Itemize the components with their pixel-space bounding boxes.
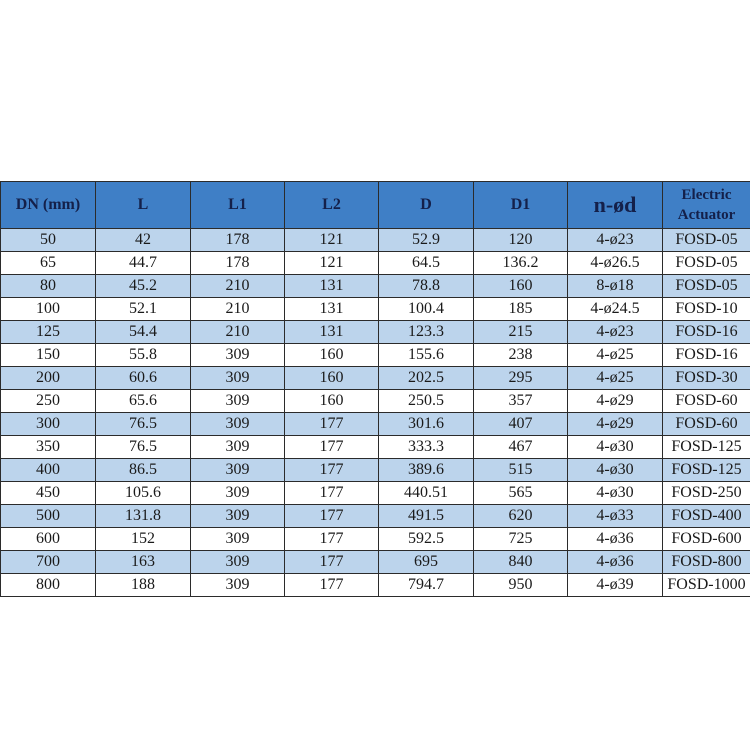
- cell-n-od: 4-ø33: [568, 505, 663, 528]
- cell-l: 45.2: [96, 275, 191, 298]
- cell-d: 123.3: [379, 321, 474, 344]
- table-row: [1, 551, 750, 574]
- cell-l1: 309: [191, 390, 285, 413]
- cell-l2: 177: [285, 413, 379, 436]
- cell-dn: 80: [1, 275, 96, 298]
- cell-l: 42: [96, 229, 191, 252]
- cell-actuator: FOSD-800: [663, 551, 750, 574]
- cell-n-od: 4-ø39: [568, 574, 663, 597]
- dimension-table-container: [0, 181, 750, 597]
- cell-actuator: FOSD-05: [663, 229, 750, 252]
- cell-d1: 467: [474, 436, 568, 459]
- cell-d1: 185: [474, 298, 568, 321]
- header-actuator-line2: Actuator: [677, 207, 736, 223]
- cell-d1: 238: [474, 344, 568, 367]
- cell-l1: 309: [191, 528, 285, 551]
- cell-d: 389.6: [379, 459, 474, 482]
- cell-actuator: FOSD-400: [663, 505, 750, 528]
- cell-d1: 840: [474, 551, 568, 574]
- cell-dn: 600: [1, 528, 96, 551]
- cell-l: 52.1: [96, 298, 191, 321]
- cell-d: 695: [379, 551, 474, 574]
- cell-actuator: FOSD-250: [663, 482, 750, 505]
- cell-d: 592.5: [379, 528, 474, 551]
- header-row: [1, 182, 750, 229]
- cell-d1: 160: [474, 275, 568, 298]
- header-d1: D1: [474, 182, 568, 229]
- cell-d1: 725: [474, 528, 568, 551]
- cell-l2: 160: [285, 390, 379, 413]
- cell-n-od: 4-ø36: [568, 551, 663, 574]
- cell-actuator: FOSD-16: [663, 321, 750, 344]
- cell-l1: 309: [191, 505, 285, 528]
- cell-n-od: 4-ø23: [568, 229, 663, 252]
- cell-n-od: 4-ø30: [568, 459, 663, 482]
- cell-l: 55.8: [96, 344, 191, 367]
- table-row: [1, 574, 750, 597]
- cell-actuator: FOSD-60: [663, 390, 750, 413]
- header-l1: L1: [191, 182, 285, 229]
- cell-dn: 150: [1, 344, 96, 367]
- cell-d1: 136.2: [474, 252, 568, 275]
- cell-actuator: FOSD-125: [663, 459, 750, 482]
- cell-l2: 177: [285, 574, 379, 597]
- cell-l1: 210: [191, 275, 285, 298]
- cell-l2: 177: [285, 459, 379, 482]
- cell-actuator: FOSD-125: [663, 436, 750, 459]
- cell-l1: 178: [191, 229, 285, 252]
- cell-l1: 210: [191, 321, 285, 344]
- cell-d: 155.6: [379, 344, 474, 367]
- cell-actuator: FOSD-05: [663, 252, 750, 275]
- cell-dn: 50: [1, 229, 96, 252]
- cell-d: 64.5: [379, 252, 474, 275]
- cell-l1: 309: [191, 367, 285, 390]
- cell-l1: 309: [191, 574, 285, 597]
- cell-dn: 500: [1, 505, 96, 528]
- cell-dn: 125: [1, 321, 96, 344]
- cell-l2: 160: [285, 367, 379, 390]
- cell-l1: 309: [191, 413, 285, 436]
- cell-d1: 120: [474, 229, 568, 252]
- table-row: [1, 367, 750, 390]
- cell-l1: 309: [191, 551, 285, 574]
- cell-dn: 200: [1, 367, 96, 390]
- cell-l1: 309: [191, 344, 285, 367]
- cell-n-od: 4-ø30: [568, 436, 663, 459]
- header-n-od: n-ød: [568, 182, 663, 229]
- cell-l1: 309: [191, 459, 285, 482]
- table-row: [1, 298, 750, 321]
- cell-actuator: FOSD-10: [663, 298, 750, 321]
- header-l: L: [96, 182, 191, 229]
- cell-l: 188: [96, 574, 191, 597]
- cell-n-od: 4-ø36: [568, 528, 663, 551]
- cell-d: 202.5: [379, 367, 474, 390]
- cell-l2: 160: [285, 344, 379, 367]
- cell-l: 105.6: [96, 482, 191, 505]
- cell-dn: 800: [1, 574, 96, 597]
- table-row: [1, 413, 750, 436]
- cell-n-od: 4-ø26.5: [568, 252, 663, 275]
- cell-l2: 131: [285, 275, 379, 298]
- cell-n-od: 4-ø25: [568, 367, 663, 390]
- cell-dn: 400: [1, 459, 96, 482]
- cell-l: 86.5: [96, 459, 191, 482]
- cell-actuator: FOSD-16: [663, 344, 750, 367]
- cell-n-od: 4-ø30: [568, 482, 663, 505]
- cell-dn: 65: [1, 252, 96, 275]
- cell-d1: 620: [474, 505, 568, 528]
- cell-l2: 177: [285, 482, 379, 505]
- table-row: [1, 505, 750, 528]
- cell-dn: 100: [1, 298, 96, 321]
- cell-d: 440.51: [379, 482, 474, 505]
- cell-l: 76.5: [96, 413, 191, 436]
- table-row: [1, 321, 750, 344]
- cell-dn: 250: [1, 390, 96, 413]
- cell-actuator: FOSD-30: [663, 367, 750, 390]
- cell-l2: 121: [285, 252, 379, 275]
- table-row: [1, 229, 750, 252]
- cell-l: 163: [96, 551, 191, 574]
- cell-d1: 357: [474, 390, 568, 413]
- cell-l2: 177: [285, 505, 379, 528]
- cell-dn: 450: [1, 482, 96, 505]
- cell-l: 54.4: [96, 321, 191, 344]
- cell-l: 131.8: [96, 505, 191, 528]
- cell-l2: 177: [285, 436, 379, 459]
- cell-actuator: FOSD-05: [663, 275, 750, 298]
- cell-n-od: 8-ø18: [568, 275, 663, 298]
- valve-dimension-table: [0, 181, 750, 597]
- cell-d1: 215: [474, 321, 568, 344]
- table-row: [1, 482, 750, 505]
- cell-actuator: FOSD-600: [663, 528, 750, 551]
- cell-n-od: 4-ø29: [568, 390, 663, 413]
- cell-l: 60.6: [96, 367, 191, 390]
- cell-l: 44.7: [96, 252, 191, 275]
- cell-actuator: FOSD-60: [663, 413, 750, 436]
- cell-l2: 131: [285, 321, 379, 344]
- cell-l1: 309: [191, 482, 285, 505]
- cell-d: 491.5: [379, 505, 474, 528]
- cell-dn: 700: [1, 551, 96, 574]
- cell-n-od: 4-ø23: [568, 321, 663, 344]
- table-row: [1, 252, 750, 275]
- cell-l2: 177: [285, 551, 379, 574]
- cell-d1: 295: [474, 367, 568, 390]
- cell-l1: 210: [191, 298, 285, 321]
- cell-d1: 565: [474, 482, 568, 505]
- cell-d: 78.8: [379, 275, 474, 298]
- table-row: [1, 528, 750, 551]
- cell-n-od: 4-ø29: [568, 413, 663, 436]
- cell-l2: 177: [285, 528, 379, 551]
- header-l2: L2: [285, 182, 379, 229]
- cell-d: 301.6: [379, 413, 474, 436]
- cell-d: 52.9: [379, 229, 474, 252]
- cell-d1: 950: [474, 574, 568, 597]
- cell-d: 250.5: [379, 390, 474, 413]
- table-row: [1, 344, 750, 367]
- table-row: [1, 390, 750, 413]
- cell-l1: 309: [191, 436, 285, 459]
- cell-l1: 178: [191, 252, 285, 275]
- header-dn: DN (mm): [1, 182, 96, 229]
- cell-dn: 350: [1, 436, 96, 459]
- table-row: [1, 275, 750, 298]
- cell-d: 794.7: [379, 574, 474, 597]
- cell-actuator: FOSD-1000: [663, 574, 750, 597]
- table-row: [1, 459, 750, 482]
- header-d: D: [379, 182, 474, 229]
- cell-l2: 131: [285, 298, 379, 321]
- cell-l: 65.6: [96, 390, 191, 413]
- cell-l: 152: [96, 528, 191, 551]
- header-electric-actuator: [663, 182, 750, 229]
- table-body: [1, 229, 750, 597]
- cell-d: 100.4: [379, 298, 474, 321]
- header-actuator-line1: Electric: [681, 187, 732, 203]
- cell-dn: 300: [1, 413, 96, 436]
- cell-d1: 515: [474, 459, 568, 482]
- cell-n-od: 4-ø25: [568, 344, 663, 367]
- cell-d1: 407: [474, 413, 568, 436]
- cell-n-od: 4-ø24.5: [568, 298, 663, 321]
- cell-d: 333.3: [379, 436, 474, 459]
- cell-l: 76.5: [96, 436, 191, 459]
- cell-l2: 121: [285, 229, 379, 252]
- table-row: [1, 436, 750, 459]
